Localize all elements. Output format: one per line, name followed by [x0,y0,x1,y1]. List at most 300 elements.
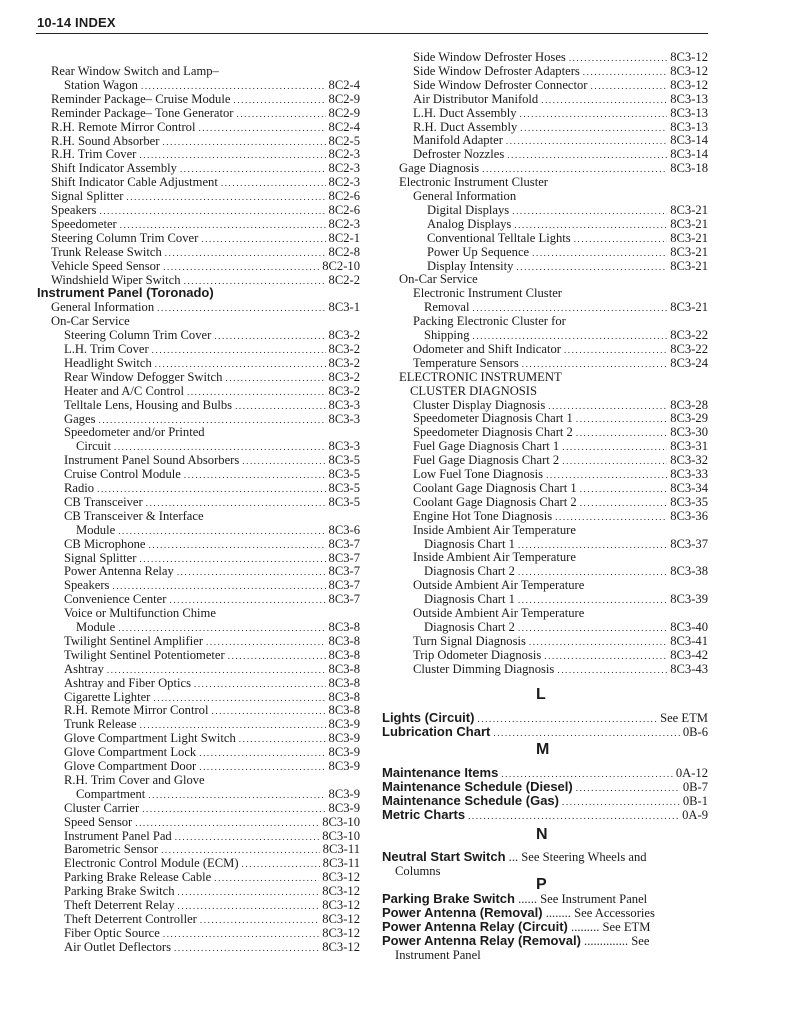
index-entry [413,523,576,537]
index-entry [64,690,360,704]
entry-text: Ashtray [64,662,104,676]
entry-text: Telltale Lens, Housing and Bulbs [64,398,233,412]
entry-text: Steering Column Trim Cover [64,328,212,342]
index-entry [64,551,360,565]
index-entry [64,676,360,690]
index-entry [64,425,205,439]
entry-text: Instrument Panel Sound Absorbers [64,453,240,467]
index-entry [413,411,708,425]
page-ref: 8C3-5 [328,467,360,481]
entry-text: Speed Sensor [64,815,133,829]
leader-dots [135,816,319,830]
page-ref: 8C3-34 [670,481,708,495]
entry-reference: ... See Steering Wheels and [505,850,647,864]
index-entry [424,328,708,342]
index-entry [64,801,360,815]
index-entry [413,189,516,203]
page-ref: 8C3-22 [670,342,708,356]
entry-text: Engine Hot Tone Diagnosis [413,509,553,523]
index-entry-bold [382,920,650,934]
page-ref: 8C3-33 [670,467,708,481]
page-ref: See ETM [660,711,708,725]
page-ref: 8C2-6 [328,203,360,217]
page-ref: 8C2-10 [322,259,360,273]
entry-text: Parking Brake Release Cable [64,870,212,884]
index-entry [64,592,360,606]
index-entry [413,634,708,648]
leader-dots [482,162,667,176]
entry-text: Manifold Adapter [413,133,503,147]
page-ref: 8C3-1 [328,300,360,314]
page-ref: 8C3-21 [670,203,708,217]
leader-dots [532,246,667,260]
leader-dots [569,51,667,65]
page-ref: 8C3-43 [670,662,708,676]
page-ref: 8C2-2 [328,273,360,287]
leader-dots [562,454,667,468]
index-entry [64,537,360,551]
entry-text: L.H. Duct Assembly [413,106,517,120]
index-entry [64,703,360,717]
page-ref: 8C3-21 [670,231,708,245]
index-entry-bold [382,892,647,906]
leader-dots [477,712,657,726]
page-ref: 8C3-30 [670,425,708,439]
index-entry-bold [382,808,708,822]
leader-dots [118,524,325,538]
page-ref: 8C3-29 [670,411,708,425]
entry-text: Theft Deterrent Relay [64,898,175,912]
page-ref: 8C3-2 [328,342,360,356]
index-entry-bold [382,766,708,780]
leader-dots [157,301,325,315]
leader-dots [228,649,326,663]
page-ref: 8C2-9 [328,106,360,120]
leader-dots [200,913,319,927]
index-entry [413,92,708,106]
index-entry [64,829,360,843]
entry-text: Circuit [76,439,111,453]
page-ref: 8C3-13 [670,106,708,120]
entry-reference: ......... See ETM [567,920,651,934]
index-entry [51,245,360,259]
entry-text: Digital Displays [427,203,510,217]
index-entry [413,453,708,467]
entry-text: Removal [424,300,470,314]
page-ref: 8C3-6 [328,523,360,537]
index-entry [51,147,360,161]
entry-text: Speakers [51,203,97,217]
leader-dots [199,760,325,774]
index-entry [64,370,360,384]
leader-dots [112,579,325,593]
entry-text: On-Car Service [399,272,478,286]
page-ref: 8C3-42 [670,648,708,662]
page-ref: 0A-9 [682,808,708,822]
leader-dots [184,468,326,482]
index-entry [51,120,360,134]
leader-dots [155,357,326,371]
page-ref: 8C3-12 [670,50,708,64]
page-ref: 8C3-5 [328,453,360,467]
page-ref: 8C3-12 [322,912,360,926]
index-entry [64,884,360,898]
index-entry-bold [382,934,649,948]
entry-title: Power Antenna (Removal) [382,905,543,920]
page-ref: 8C3-12 [322,940,360,954]
index-heading [37,286,214,300]
entry-text: CB Microphone [64,537,146,551]
leader-dots [529,635,667,649]
index-entry [51,189,360,203]
page-ref: 8C3-39 [670,592,708,606]
entry-title: Metric Charts [382,807,466,822]
leader-dots [493,726,679,740]
page-ref: 8C3-8 [328,634,360,648]
page-ref: 8C3-12 [322,884,360,898]
entry-text: Convenience Center [64,592,167,606]
index-entry [64,717,360,731]
entry-text: Theft Deterrent Controller [64,912,197,926]
entry-text: Signal Splitter [64,551,137,565]
leader-dots [126,190,325,204]
entry-text: Defroster Nozzles [413,147,505,161]
index-entry-bold [382,906,655,920]
index-entry [51,161,360,175]
leader-dots [118,621,325,635]
index-entry [64,384,360,398]
leader-dots [178,885,320,899]
entry-text: Rear Window Switch and Lamp– [51,64,219,78]
entry-text: Speedometer and/or Printed [64,425,205,439]
page-ref: 8C3-5 [328,495,360,509]
index-entry [413,578,584,592]
leader-dots [201,232,325,246]
leader-dots [576,426,667,440]
entry-text: Power Up Sequence [427,245,530,259]
leader-dots [152,343,326,357]
entry-text: General Information [51,300,155,314]
entry-text: Compartment [76,787,146,801]
leader-dots [473,329,668,343]
entry-text: Columns [395,864,441,878]
leader-dots [468,809,679,823]
leader-dots [178,899,320,913]
entry-title: Lubrication Chart [382,724,491,739]
leader-dots [506,134,667,148]
entry-text: Coolant Gage Diagnosis Chart 1 [413,481,577,495]
entry-title: Neutral Start Switch [382,849,506,864]
index-entry [76,523,360,537]
entry-text: Parking Brake Switch [64,884,175,898]
index-entry [64,453,360,467]
index-entry [413,314,566,328]
page-ref: 8C3-31 [670,439,708,453]
leader-dots [591,79,668,93]
entry-text: Station Wagon [64,78,138,92]
entry-text: Side Window Defroster Hoses [413,50,566,64]
index-entry [413,648,708,662]
leader-dots [516,260,667,274]
page-ref: 8C2-3 [328,175,360,189]
index-entry [51,314,130,328]
page-ref: 8C3-36 [670,509,708,523]
index-entry [427,203,708,217]
page-ref: 8C3-8 [328,662,360,676]
entry-text: Power Antenna Relay [64,564,174,578]
index-entry [413,398,708,412]
entry-text: Trunk Release Switch [51,245,162,259]
page-ref: 8C3-2 [328,370,360,384]
entry-text: Diagnosis Chart 2 [424,564,515,578]
leader-dots [177,565,326,579]
entry-text: R.H. Sound Absorber [51,134,160,148]
entry-text: Turn Signal Diagnosis [413,634,526,648]
index-entry-bold [382,850,647,864]
leader-dots [161,843,320,857]
entry-text: Rear Window Defogger Switch [64,370,223,384]
entry-continuation [395,864,441,878]
leader-dots [520,107,668,121]
entry-text: Speedometer [51,217,117,231]
entry-title: Lights (Circuit) [382,710,475,725]
leader-dots [169,593,325,607]
index-entry [413,286,562,300]
entry-text: R.H. Trim Cover and Glove [64,773,205,787]
entry-title: Maintenance Schedule (Gas) [382,793,559,808]
leader-dots [242,857,320,871]
entry-text: Cigarette Lighter [64,690,151,704]
page-ref: 8C3-9 [328,787,360,801]
entry-text: Outside Ambient Air Temperature [413,578,585,592]
entry-text: Inside Ambient Air Temperature [413,550,576,564]
entry-text: Glove Compartment Lock [64,745,197,759]
entry-text: Signal Splitter [51,189,124,203]
leader-dots [546,468,667,482]
page-ref: 8C3-10 [322,829,360,843]
index-entry [76,787,360,801]
entry-text: Temperature Sensors [413,356,519,370]
entry-text: ELECTRONIC INSTRUMENT [399,370,562,384]
index-entry [64,773,205,787]
index-entry [64,578,360,592]
entry-text: Instrument Panel [395,948,481,962]
leader-dots [236,107,325,121]
page-ref: 8C2-8 [328,245,360,259]
page-ref: 8C3-3 [328,412,360,426]
entry-text: Analog Displays [427,217,512,231]
entry-text: Vehicle Speed Sensor [51,259,161,273]
index-entry [64,648,360,662]
leader-dots [562,795,680,809]
entry-text: On-Car Service [51,314,130,328]
index-entry-bold [382,725,708,739]
leader-dots [507,148,667,162]
page-ref: 0B-1 [682,794,708,808]
entry-title: Maintenance Items [382,765,499,780]
index-entry [413,509,708,523]
page-ref: 8C3-12 [322,926,360,940]
index-entry [64,467,360,481]
entry-text: Low Fuel Tone Diagnosis [413,467,544,481]
entry-text: Air Distributor Manifold [413,92,539,106]
index-entry [64,926,360,940]
entry-text: Voice or Multifunction Chime [64,606,216,620]
index-entry [413,439,708,453]
page-ref: 8C3-8 [328,676,360,690]
page-ref: 8C2-9 [328,92,360,106]
leader-dots [165,246,326,260]
entry-text: Odometer and Shift Indicator [413,342,561,356]
index-entry [399,370,562,384]
page-ref: 8C3-40 [670,620,708,634]
page-ref: 8C3-10 [322,815,360,829]
leader-dots [576,781,680,795]
index-entry [64,328,360,342]
entry-text: L.H. Trim Cover [64,342,149,356]
leader-dots [149,538,326,552]
index-entry [64,731,360,745]
entry-text: Coolant Gage Diagnosis Chart 2 [413,495,577,509]
entry-title: Parking Brake Switch [382,891,515,906]
entry-text: Barometric Sensor [64,842,159,856]
page-ref: 8C3-12 [670,78,708,92]
index-entry [64,842,360,856]
page-ref: 8C3-7 [328,564,360,578]
leader-dots [557,663,667,677]
entry-text: Module [76,523,116,537]
index-entry [413,662,708,676]
index-entry [51,92,360,106]
entry-text: Cluster Display Diagnosis [413,398,546,412]
index-entry-bold [382,780,708,794]
page-ref: 8C3-38 [670,564,708,578]
index-entry [427,259,708,273]
page-ref: 8C3-9 [328,717,360,731]
index-entry [64,898,360,912]
index-entry [51,134,360,148]
index-entry [64,815,360,829]
page-ref: 8C3-21 [670,259,708,273]
leader-dots [97,482,325,496]
index-entry [64,495,360,509]
index-entry [51,175,360,189]
page-ref: 8C2-1 [328,231,360,245]
entry-text: Diagnosis Chart 1 [424,537,515,551]
page-ref: 8C3-35 [670,495,708,509]
entry-text: Air Outlet Deflectors [64,940,172,954]
page-ref: 8C3-37 [670,537,708,551]
entry-text: Reminder Package– Tone Generator [51,106,234,120]
index-entry [413,147,708,161]
index-entry [64,606,216,620]
page-ref: 8C3-14 [670,147,708,161]
entry-text: Reminder Package– Cruise Module [51,92,231,106]
index-entry-bold [382,711,708,725]
page-ref: 8C3-21 [670,245,708,259]
page-ref: 8C3-24 [670,356,708,370]
page-ref: 8C2-6 [328,189,360,203]
index-entry [64,481,360,495]
entry-text: CB Transceiver [64,495,143,509]
entry-text: Cluster Dimming Diagnosis [413,662,555,676]
entry-text: Module [76,620,116,634]
index-entry [413,133,708,147]
entry-text: Trip Odometer Diagnosis [413,648,542,662]
leader-dots [221,176,326,190]
entry-text: CB Transceiver & Interface [64,509,204,523]
leader-dots [214,329,325,343]
entry-text: Conventional Telltale Lights [427,231,571,245]
entry-text: Ashtray and Fiber Optics [64,676,191,690]
entry-text: Instrument Panel Pad [64,829,172,843]
index-entry [64,870,360,884]
leader-dots [576,412,667,426]
page-ref: 8C3-28 [670,398,708,412]
leader-dots [180,162,326,176]
leader-dots [242,454,325,468]
entry-text: Electronic Control Module (ECM) [64,856,239,870]
page-ref: 8C3-2 [328,328,360,342]
leader-dots [239,732,326,746]
entry-text: R.H. Trim Cover [51,147,137,161]
entry-text: CLUSTER DIAGNOSIS [410,384,537,398]
index-entry [64,912,360,926]
index-entry [427,245,708,259]
entry-text: Fuel Gage Diagnosis Chart 1 [413,439,560,453]
leader-dots [514,218,667,232]
page-ref: 8C3-7 [328,537,360,551]
index-entry [64,634,360,648]
index-entry [76,620,360,634]
entry-text: Heater and A/C Control [64,384,184,398]
index-entry-bold [382,794,708,808]
index-entry [64,662,360,676]
page-ref: 8C3-9 [328,745,360,759]
index-entry [413,495,708,509]
leader-dots [139,148,325,162]
leader-dots [141,79,326,93]
page-ref: 8C3-21 [670,217,708,231]
page-ref: 8C2-3 [328,147,360,161]
leader-dots [522,357,667,371]
page-ref: 8C3-3 [328,439,360,453]
page-ref: 8C3-9 [328,731,360,745]
index-entry [399,161,708,175]
page-ref: 8C3-12 [670,64,708,78]
page-ref: 8C2-3 [328,217,360,231]
index-entry [413,342,708,356]
leader-dots [194,677,326,691]
leader-dots [114,440,326,454]
index-entry [413,106,708,120]
entry-reference: ........ See Accessories [542,906,655,920]
index-entry [427,217,708,231]
entry-text: Electronic Instrument Cluster [399,175,548,189]
index-entry [424,620,708,634]
index-entry [64,856,360,870]
index-entry [424,592,708,606]
page-ref: 8C2-3 [328,161,360,175]
page-ref: 8C3-11 [322,856,360,870]
entry-text: Side Window Defroster Connector [413,78,588,92]
index-entry [399,175,548,189]
leader-dots [235,399,325,413]
entry-text: Trunk Release [64,717,137,731]
entry-text: Outside Ambient Air Temperature [413,606,585,620]
entry-text: Shift Indicator Cable Adjustment [51,175,218,189]
leader-dots [583,65,667,79]
